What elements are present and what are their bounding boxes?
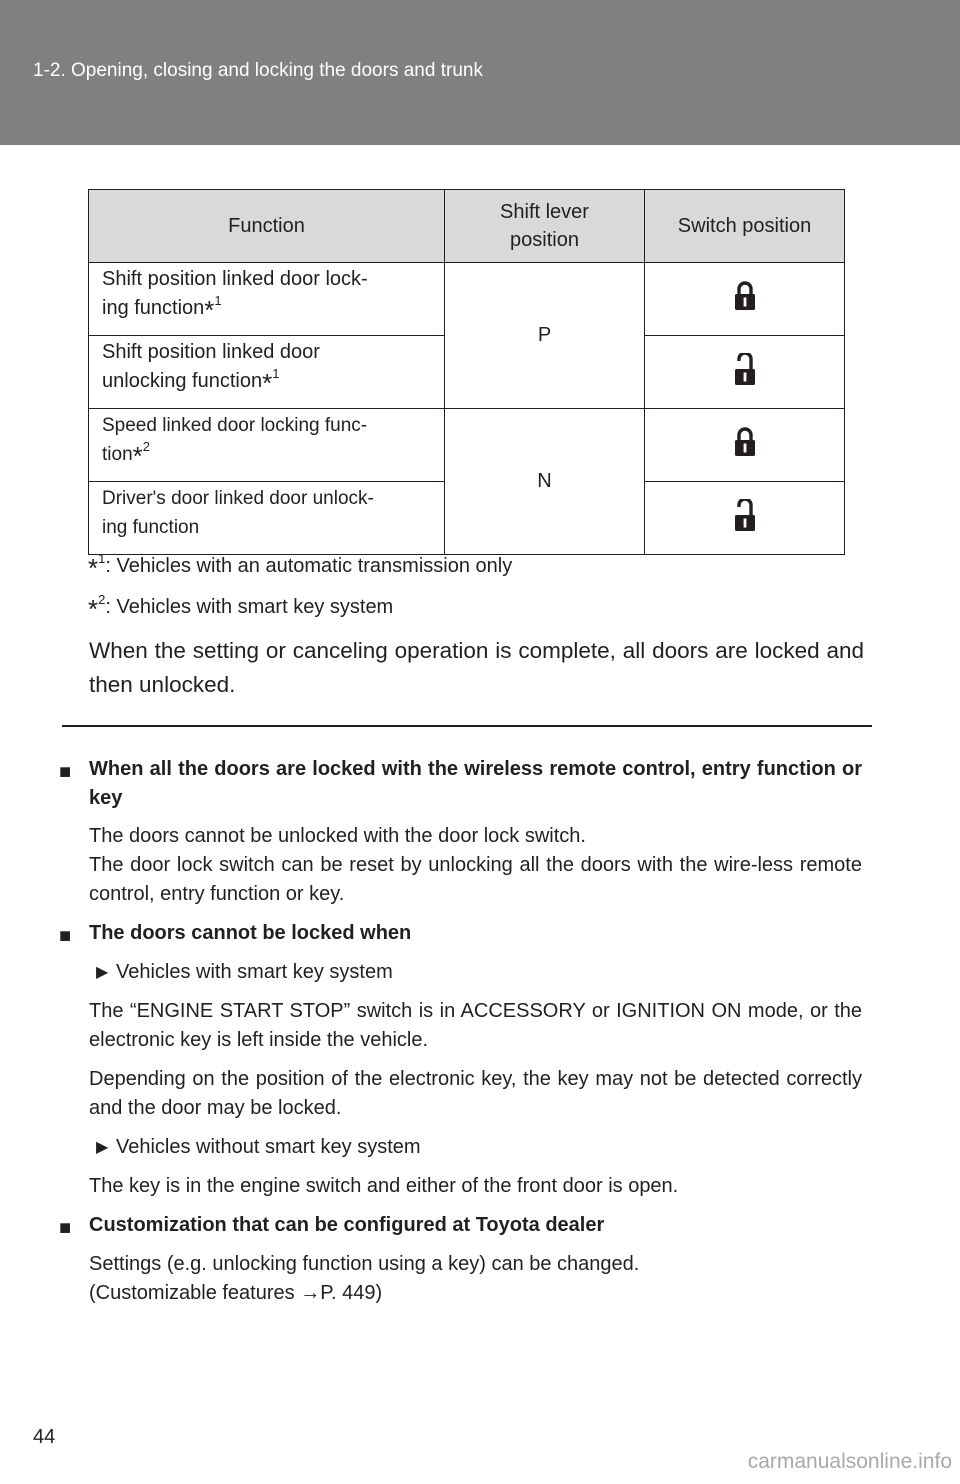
section-2-heading	[59, 919, 862, 948]
page-number: 44	[33, 1426, 56, 1448]
footnote-mark: *	[132, 441, 143, 471]
divider	[62, 725, 872, 727]
switch-cell	[645, 409, 845, 482]
function-cell	[89, 263, 445, 336]
footnote-2	[88, 592, 394, 624]
function-text: Shift position linked door lock- ing function	[102, 268, 368, 319]
footnote-mark: *	[204, 295, 215, 325]
function-text: Speed linked door locking func- tion	[102, 415, 368, 465]
footnote-mark: *	[88, 553, 99, 583]
function-table	[88, 189, 845, 555]
table-row	[89, 263, 845, 336]
function-cell	[89, 482, 445, 555]
lock-open-icon	[734, 353, 756, 386]
function-text: Driver's door linked door unlock- ing function	[102, 488, 374, 538]
section-heading-text: The doors cannot be locked when	[89, 922, 412, 944]
footnote-mark: *	[88, 594, 99, 624]
square-bullet-icon: ■	[59, 925, 72, 947]
switch-cell	[645, 482, 845, 555]
section-title: 1-2. Opening, closing and locking the doors and trunk	[33, 60, 483, 81]
section-heading-text: When all the doors are locked with the wireless remote control, entry function or key	[89, 758, 862, 809]
bullet-item	[96, 1133, 421, 1162]
lock-closed-icon	[734, 281, 756, 311]
footnote-1	[88, 551, 513, 583]
table-row	[89, 409, 845, 482]
square-bullet-icon: ■	[59, 1217, 72, 1239]
header-bar	[0, 0, 960, 145]
shift-position-cell: P	[445, 263, 645, 409]
section-1-heading	[59, 755, 862, 813]
section-3-heading	[59, 1211, 862, 1240]
bullet-item	[96, 958, 393, 987]
header-switch-position: Switch position	[645, 190, 845, 263]
function-cell	[89, 409, 445, 482]
header-function: Function	[89, 190, 445, 263]
section-heading-text: Customization that can be configured at Toyota dealer	[89, 1214, 605, 1236]
paragraph: The door lock switch can be reset by unlocking all the doors with the wire-less remote control, entry function or key.	[89, 854, 862, 905]
footnote-number: 2	[98, 592, 106, 607]
header-shift-lever	[445, 190, 645, 263]
paragraph: The “ENGINE START STOP” switch is in ACCESSORY or IGNITION ON mode, or the electronic key is left inside the vehicle.	[89, 1000, 862, 1051]
shift-position-cell: N	[445, 409, 645, 555]
bullet-text: Vehicles without smart key system	[116, 1136, 421, 1158]
body-paragraph: When the setting or canceling operation is complete, all doors are locked and then unlocked.	[89, 638, 864, 697]
triangle-right-icon: ▶	[96, 1139, 109, 1156]
paragraph: Settings (e.g. unlocking function using a key) can be changed.	[89, 1253, 640, 1275]
watermark: carmanualsonline.info	[747, 1450, 952, 1473]
switch-cell	[645, 263, 845, 336]
paragraph: Depending on the position of the electronic key, the key may not be detected correctly and the door may be locked.	[89, 1068, 862, 1119]
function-text: Shift position linked door unlocking function	[102, 341, 320, 392]
lock-closed-icon	[734, 427, 756, 457]
bullet-text: Vehicles with smart key system	[116, 961, 393, 983]
footnote-number: 1	[214, 293, 222, 308]
paragraph: The key is in the engine switch and either of the front door is open.	[89, 1175, 679, 1197]
switch-cell	[645, 336, 845, 409]
paragraph: (Customizable features →P. 449)	[89, 1282, 383, 1304]
footnote-text: : Vehicles with smart key system	[105, 596, 394, 618]
function-cell	[89, 336, 445, 409]
footnote-text: : Vehicles with an automatic transmission only	[105, 555, 513, 577]
triangle-right-icon: ▶	[96, 964, 109, 981]
header-shift-lever-text: Shift lever position	[500, 201, 589, 251]
table-header-row	[89, 190, 845, 263]
square-bullet-icon: ■	[59, 761, 72, 783]
footnote-mark: *	[262, 368, 273, 398]
footnote-number: 1	[272, 366, 280, 381]
paragraph: The doors cannot be unlocked with the door lock switch.	[89, 825, 586, 847]
lock-open-icon	[734, 499, 756, 532]
footnote-number: 2	[142, 439, 150, 454]
footnote-number: 1	[98, 551, 106, 566]
